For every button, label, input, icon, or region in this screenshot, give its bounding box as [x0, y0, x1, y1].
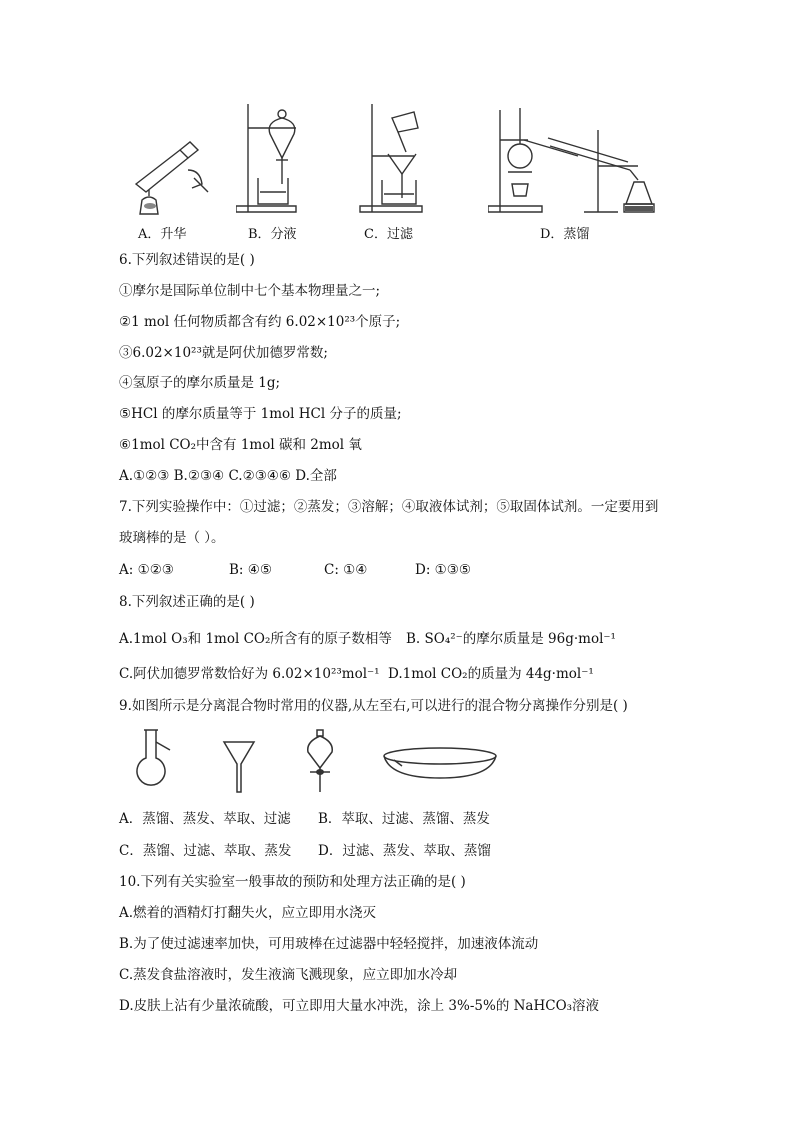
figure-label-a: A．升华	[138, 227, 187, 242]
q10-option-b: B.为了使过滤速率加快，可用玻棒在过滤器中轻轻搅拌，加速液体流动	[119, 936, 539, 952]
q6-item-5: ⑤HCl 的摩尔质量等于 1mol HCl 分子的质量;	[119, 406, 402, 422]
q10-stem: 10.下列有关实验室一般事故的预防和处理方法正确的是( )	[119, 874, 466, 890]
figure-label-d: D．蒸馏	[540, 227, 590, 242]
q6-stem: 6.下列叙述错误的是( )	[119, 252, 255, 268]
funnel-icon	[222, 740, 256, 794]
q10-option-a: A.燃着的酒精灯打翻失火，应立即用水浇灭	[119, 905, 377, 921]
q6-item-3: ③6.02×10²³就是阿伏加德罗常数;	[119, 345, 328, 361]
q6-item-2: ②1 mol 任何物质都含有约 6.02×10²³个原子;	[119, 314, 401, 330]
q7-stem-line2: 玻璃棒的是（ ）。	[119, 530, 225, 546]
q8-stem: 8.下列叙述正确的是( )	[119, 594, 255, 610]
q7-option-c: C: ①④	[324, 562, 368, 578]
q9-option-d: D．过滤、蒸发、萃取、蒸馏	[318, 843, 491, 859]
q7-stem-line1: 7.下列实验操作中：①过滤；②蒸发；③溶解；④取液体试剂；⑤取固体试剂。一定要用到	[119, 499, 659, 515]
evaporating-dish-icon	[380, 746, 500, 782]
figure-distillation	[488, 100, 658, 218]
q8-option-c: C.阿伏加德罗常数恰好为 6.02×10²³mol⁻¹	[119, 666, 380, 682]
figure-label-b: B．分液	[248, 227, 297, 242]
q9-option-b: B．萃取、过滤、蒸馏、蒸发	[318, 811, 490, 827]
q7-option-b: B: ④⑤	[229, 562, 272, 578]
q8-option-a: A.1mol O₃和 1mol CO₂所含有的原子数相等	[119, 631, 392, 647]
q6-item-6: ⑥1mol CO₂中含有 1mol 碳和 2mol 氧	[119, 437, 362, 453]
q7-option-d: D: ①③⑤	[415, 562, 471, 578]
q9-option-c: C．蒸馏、过滤、萃取、蒸发	[119, 843, 292, 859]
q6-item-4: ④氢原子的摩尔质量是 1g;	[119, 375, 281, 391]
separatory-funnel-icon	[302, 728, 338, 794]
q7-option-a: A: ①②③	[119, 562, 174, 578]
q9-option-a: A．蒸馏、蒸发、萃取、过滤	[119, 811, 291, 827]
q8-option-b: B. SO₄²⁻的摩尔质量是 96g·mol⁻¹	[406, 631, 616, 647]
figure-filtration	[358, 100, 438, 218]
q6-options: A.①②③ B.②③④ C.②③④⑥ D.全部	[119, 468, 337, 484]
q9-stem: 9.如图所示是分离混合物时常用的仪器,从左至右,可以进行的混合物分离操作分别是( )	[119, 698, 628, 714]
q10-option-d: D.皮肤上沾有少量浓硫酸，可立即用大量水冲洗，涂上 3%-5%的 NaHCO₃溶液	[119, 998, 600, 1014]
flask-icon	[128, 728, 174, 792]
figure-separation	[236, 100, 316, 218]
figure-label-c: C．过滤	[364, 227, 413, 242]
figure-sublimation	[128, 140, 218, 220]
q10-option-c: C.蒸发食盐溶液时，发生液滴飞溅现象，应立即加水冷却	[119, 967, 458, 983]
q8-option-d: D.1mol CO₂的质量为 44g·mol⁻¹	[388, 666, 594, 682]
q6-item-1: ①摩尔是国际单位制中七个基本物理量之一;	[119, 283, 381, 299]
